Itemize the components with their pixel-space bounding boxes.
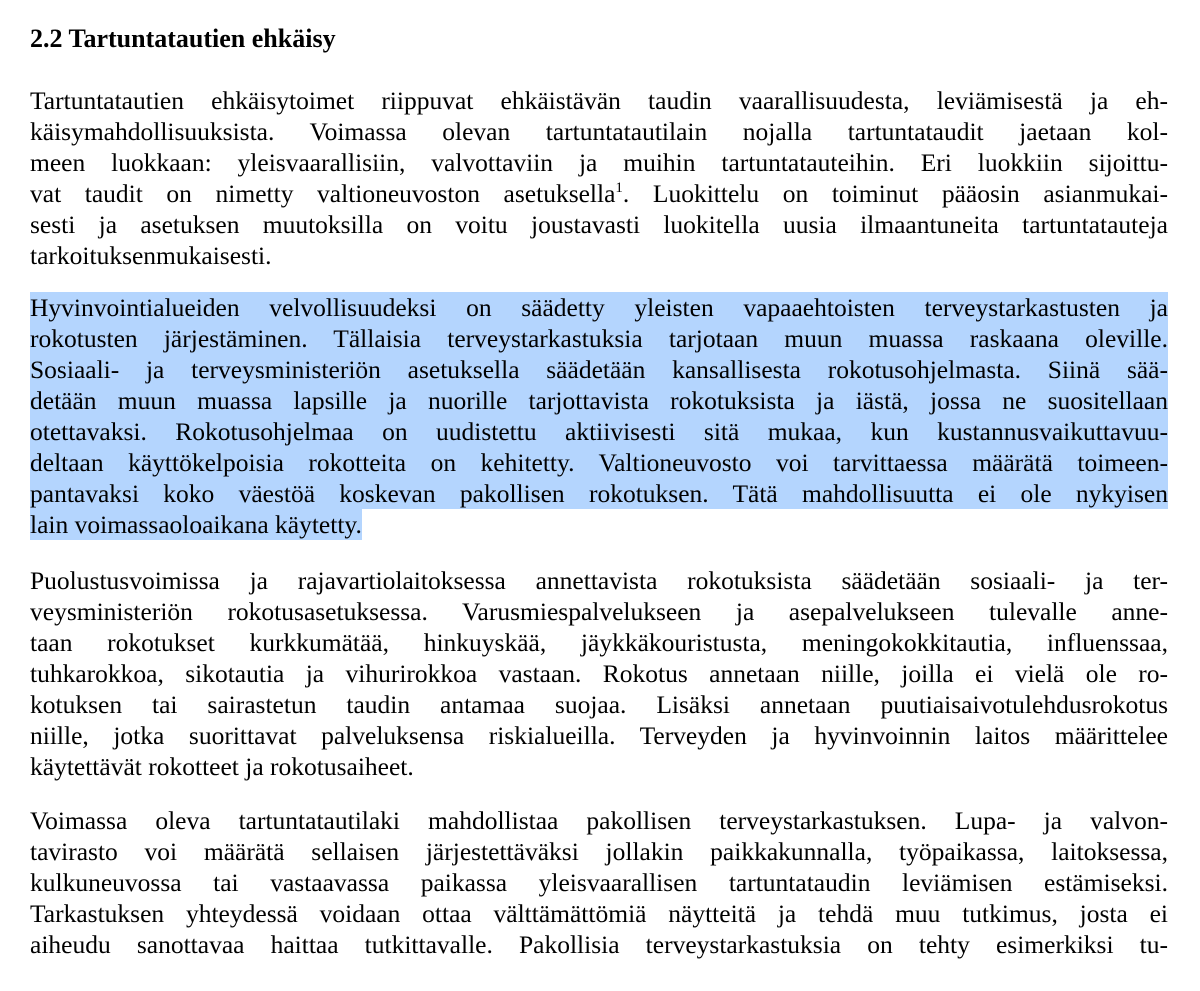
paragraph-line: Tartuntatautien ehkäisytoimet riippuvat ehkäistävän taudin vaarallisuudesta, leviämisestä ja eh- bbox=[30, 86, 1168, 115]
paragraph-line: kulkuneuvossa tai vastaavassa paikassa yleisvaarallisen tartuntataudin leviämisen estämiseksi. bbox=[30, 868, 1168, 897]
paragraph-line: Puolustusvoimissa ja rajavartiolaitoksessa annettavista rokotuksista säädetään sosiaali- ja ter- bbox=[30, 566, 1168, 595]
paragraph-line: sesti ja asetuksen muutoksilla on voitu joustavasti luokitella uusia ilmaantuneita tartuntatauteja bbox=[30, 210, 1168, 239]
paragraph-line-with-footnote bbox=[30, 178, 1168, 209]
selected-line[interactable]: otettavaksi. Rokotusohjelmaa on uudistettu aktiivisesti sitä mukaa, kun kustannusvaikuttavuu- bbox=[30, 417, 1168, 446]
paragraph-line: käytettävät rokotteet ja rokotusaiheet. bbox=[30, 752, 414, 781]
paragraph-vaccination-selected[interactable] bbox=[30, 292, 1168, 540]
paragraph-line: tavirasto voi määrätä sellaisen järjestettäväksi jollakin paikkakunnalla, työpaikassa, laitoksessa, bbox=[30, 837, 1168, 866]
paragraph-line: veysministeriön rokotusasetuksessa. Varusmiespalvelukseen ja asepalvelukseen tulevalle anne- bbox=[30, 597, 1168, 626]
paragraph-line: aiheudu sanottavaa haittaa tutkittavalle. Pakollisia terveystarkastuksia on tehty esimerkiksi tu- bbox=[30, 930, 1168, 959]
selected-line[interactable]: Hyvinvointialueiden velvollisuudeksi on säädetty yleisten vapaaehtoisten terveystarkastusten ja bbox=[30, 293, 1168, 322]
paragraph-line: tarkoituksenmukaisesti. bbox=[30, 241, 272, 270]
paragraph-line: kotuksen tai sairastetun taudin antamaa suojaa. Lisäksi annetaan puutiaisaivotulehdusrokotus bbox=[30, 690, 1168, 719]
paragraph-classification bbox=[30, 85, 1168, 271]
selected-line[interactable]: Sosiaali- ja terveysministeriön asetuksella säädetään kansallisesta rokotusohjelmasta. Siinä sää- bbox=[30, 355, 1168, 384]
section-heading: 2.2 Tartuntatautien ehkäisy bbox=[30, 24, 336, 53]
selected-line[interactable]: detään muun muassa lapsille ja nuorille tarjottavista rokotuksista ja iästä, jossa ne suositellaan bbox=[30, 386, 1168, 415]
paragraph-line: taan rokotukset kurkkumätää, hinkuyskää, jäykkäkouristusta, meningokokkitautia, influenssaa, bbox=[30, 628, 1168, 657]
footnote-marker[interactable]: 1 bbox=[615, 180, 623, 196]
line-text: vat taudit on nimetty valtioneuvoston asetuksella bbox=[30, 179, 616, 208]
paragraph-line: Voimassa oleva tartuntatautilaki mahdollistaa pakollisen terveystarkastuksen. Lupa- ja valvon- bbox=[30, 806, 1168, 835]
paragraph-line: käisymahdollisuuksista. Voimassa olevan tartuntatautilain nojalla tartuntataudit jaetaan kol- bbox=[30, 117, 1168, 146]
paragraph-line: meen luokkaan: yleisvaarallisiin, valvottaviin ja muihin tartuntatauteihin. Eri luokkiin sijoittu- bbox=[30, 148, 1168, 177]
selected-line[interactable]: rokotusten järjestäminen. Tällaisia terveystarkastuksia tarjotaan muun muassa raskaana oleville. bbox=[30, 324, 1168, 353]
selected-line[interactable]: pantavaksi koko väestöä koskevan pakollisen rokotuksen. Tätä mahdollisuutta ei ole nykyisen bbox=[30, 479, 1168, 508]
paragraph-mandatory-examination bbox=[30, 805, 1168, 960]
line-text: . Luokittelu on toiminut pääosin asianmukai- bbox=[622, 179, 1168, 208]
selected-line[interactable]: deltaan käyttökelpoisia rokotteita on kehitetty. Valtioneuvosto voi tarvittaessa määrätä toimeen- bbox=[30, 448, 1168, 477]
selected-line[interactable]: lain voimassaoloaikana käytetty. bbox=[30, 510, 362, 539]
paragraph-military-vaccinations bbox=[30, 565, 1168, 782]
paragraph-line: Tarkastuksen yhteydessä voidaan ottaa välttämättömiä näytteitä ja tehdä muu tutkimus, josta ei bbox=[30, 899, 1168, 928]
paragraph-line: niille, jotka suorittavat palveluksensa riskialueilla. Terveyden ja hyvinvoinnin laitos määrittelee bbox=[30, 721, 1168, 750]
paragraph-line: tuhkarokkoa, sikotautia ja vihurirokkoa vastaan. Rokotus annetaan niille, joilla ei vielä ole ro- bbox=[30, 659, 1168, 688]
